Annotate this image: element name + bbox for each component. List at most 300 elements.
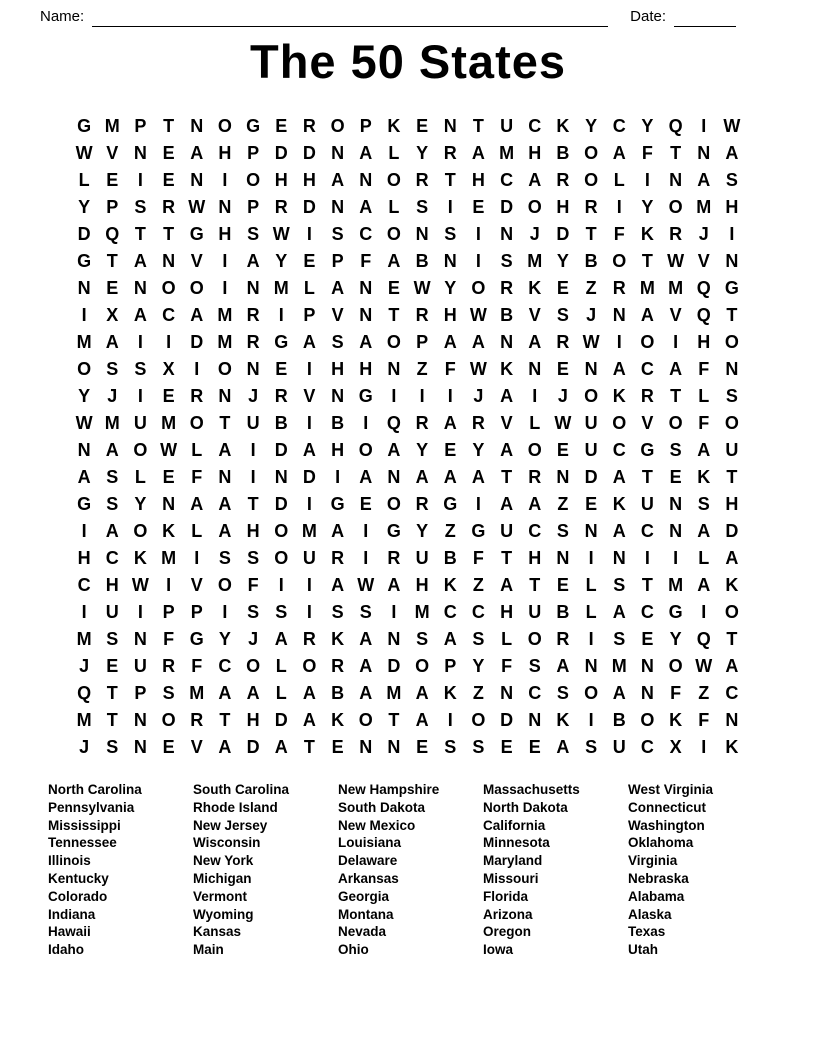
grid-cell: F	[191, 656, 203, 676]
grid-cell: S	[106, 629, 119, 649]
grid-cell: X	[669, 737, 682, 757]
grid-cell: P	[331, 251, 344, 271]
grid-cell: C	[725, 683, 739, 703]
grid-cell: D	[77, 224, 91, 244]
word-list	[0, 781, 816, 959]
grid-cell: P	[190, 602, 203, 622]
grid-cell: E	[162, 386, 175, 406]
grid-cell: A	[640, 305, 654, 325]
grid-cell: K	[133, 548, 147, 568]
grid-cell: A	[302, 683, 316, 703]
grid-cell: W	[188, 197, 206, 217]
grid-cell: W	[667, 251, 685, 271]
grid-cell: I	[306, 413, 312, 433]
grid-cell: I	[306, 494, 312, 514]
grid-cell: A	[274, 737, 288, 757]
grid-cell: A	[218, 494, 232, 514]
word-item: North Carolina	[48, 782, 142, 797]
grid-cell: Z	[444, 521, 456, 541]
grid-cell: R	[471, 413, 485, 433]
grid-cell: Y	[641, 197, 654, 217]
word-item: Alabama	[628, 888, 685, 904]
grid-cell: O	[161, 710, 176, 730]
grid-cell: L	[191, 521, 203, 541]
word-item: Montana	[338, 906, 394, 922]
grid-cell: D	[500, 197, 514, 217]
grid-cell: O	[274, 521, 289, 541]
page-title: The 50 States	[249, 35, 567, 88]
grid-cell: H	[556, 197, 570, 217]
grid-cell: Y	[218, 629, 231, 649]
word-item: Connecticut	[628, 799, 707, 815]
grid-cell: A	[331, 521, 345, 541]
grid-cell: N	[500, 332, 514, 352]
grid-cell: N	[331, 143, 345, 163]
grid-cell: A	[302, 710, 316, 730]
grid-cell: Z	[472, 575, 484, 595]
grid-cell: I	[673, 548, 679, 568]
grid-cell: W	[272, 224, 290, 244]
word-item: West Virginia	[628, 782, 714, 797]
grid-cell: E	[500, 737, 513, 757]
grid-cell: A	[443, 467, 457, 487]
word-item: Kentucky	[48, 870, 109, 886]
grid-cell: N	[387, 359, 401, 379]
grid-cell: O	[386, 170, 401, 190]
grid-cell: A	[359, 467, 373, 487]
grid-cell: J	[79, 737, 90, 757]
grid-cell: D	[274, 494, 288, 514]
grid-cell: H	[725, 494, 739, 514]
grid-cell: P	[444, 656, 457, 676]
letter-grid	[70, 113, 746, 761]
grid-cell: N	[133, 710, 147, 730]
grid-cell: T	[444, 170, 456, 190]
grid-cell: Z	[557, 494, 569, 514]
grid-cell: C	[528, 683, 542, 703]
word-item: Illinois	[48, 853, 91, 869]
grid-cell: O	[584, 143, 599, 163]
grid-cell: U	[500, 116, 514, 136]
grid-cell: R	[612, 278, 626, 298]
grid-cell: S	[106, 737, 119, 757]
grid-cell: O	[724, 332, 739, 352]
grid-cell: Y	[556, 251, 569, 271]
grid-cell: B	[274, 413, 288, 433]
grid-cell: A	[359, 332, 373, 352]
grid-cell: O	[724, 413, 739, 433]
grid-cell: D	[274, 710, 288, 730]
grid-cell: C	[443, 602, 457, 622]
grid-cell: I	[250, 440, 256, 460]
grid-cell: C	[218, 656, 232, 676]
grid-cell: N	[359, 170, 373, 190]
grid-cell: I	[475, 224, 481, 244]
grid-cell: I	[222, 602, 228, 622]
grid-cell: A	[77, 467, 91, 487]
grid-cell: O	[302, 656, 317, 676]
grid-cell: A	[612, 467, 626, 487]
grid-cell: B	[443, 548, 457, 568]
name-fill-line	[92, 14, 608, 27]
grid-cell: A	[697, 440, 711, 460]
grid-cell: Y	[669, 629, 682, 649]
grid-cell: R	[387, 548, 401, 568]
grid-cell: G	[443, 494, 458, 514]
grid-cell: K	[162, 521, 176, 541]
grid-cell: Y	[472, 656, 485, 676]
grid-cell: I	[166, 575, 172, 595]
grid-cell: E	[528, 737, 541, 757]
grid-cell: O	[189, 278, 204, 298]
grid-cell: R	[669, 224, 683, 244]
date-fill-line	[674, 14, 736, 27]
grid-cell: N	[387, 467, 401, 487]
word-item: Delaware	[338, 853, 398, 869]
header	[0, 0, 816, 25]
grid-cell: O	[584, 386, 599, 406]
grid-cell: K	[331, 629, 345, 649]
grid-cell: T	[641, 467, 653, 487]
grid-cell: N	[697, 143, 711, 163]
grid-cell: N	[331, 197, 345, 217]
grid-cell: P	[106, 197, 119, 217]
grid-cell: N	[190, 116, 204, 136]
grid-cell: W	[131, 575, 149, 595]
grid-cell: B	[331, 683, 345, 703]
grid-cell: O	[358, 440, 373, 460]
grid-cell: G	[274, 332, 289, 352]
grid-cell: C	[471, 602, 485, 622]
grid-cell: O	[217, 116, 232, 136]
grid-cell: G	[77, 116, 92, 136]
grid-cell: R	[556, 170, 570, 190]
grid-cell: N	[359, 305, 373, 325]
grid-cell: I	[222, 170, 228, 190]
grid-cell: I	[194, 548, 200, 568]
grid-cell: D	[302, 143, 316, 163]
grid-cell: A	[725, 548, 739, 568]
grid-cell: A	[528, 494, 542, 514]
grid-cell: T	[726, 629, 738, 649]
grid-cell: E	[444, 440, 457, 460]
grid-cell: I	[616, 197, 622, 217]
grid-cell: O	[358, 710, 373, 730]
grid-cell: W	[695, 656, 713, 676]
grid-cell: A	[471, 143, 485, 163]
grid-cell: U	[415, 548, 429, 568]
grid-cell: N	[133, 629, 147, 649]
grid-cell: V	[528, 305, 541, 325]
grid-cell: Q	[105, 224, 120, 244]
grid-cell: A	[697, 521, 711, 541]
grid-cell: I	[306, 602, 312, 622]
grid-cell: O	[640, 332, 655, 352]
grid-cell: U	[500, 521, 514, 541]
grid-cell: O	[77, 359, 92, 379]
grid-cell: T	[219, 413, 231, 433]
grid-cell: T	[388, 710, 400, 730]
grid-cell: L	[529, 413, 541, 433]
grid-cell: K	[443, 575, 457, 595]
grid-cell: Y	[416, 143, 429, 163]
grid-cell: L	[78, 170, 90, 190]
grid-cell: R	[274, 386, 288, 406]
word-item: Oklahoma	[628, 835, 694, 851]
word-item: Utah	[628, 942, 658, 958]
word-item: Minnesota	[483, 835, 550, 851]
grid-cell: A	[415, 710, 429, 730]
grid-cell: F	[641, 143, 653, 163]
grid-cell: I	[419, 386, 425, 406]
grid-cell: I	[616, 332, 622, 352]
grid-cell: U	[246, 413, 260, 433]
grid-cell: H	[77, 548, 91, 568]
grid-cell: O	[612, 413, 627, 433]
grid-cell: I	[588, 629, 594, 649]
grid-cell: K	[331, 710, 345, 730]
grid-cell: S	[247, 548, 260, 568]
grid-cell: N	[162, 251, 176, 271]
grid-cell: G	[246, 116, 261, 136]
grid-cell: Q	[386, 413, 401, 433]
grid-cell: K	[725, 737, 739, 757]
grid-cell: L	[698, 548, 710, 568]
grid-cell: A	[415, 467, 429, 487]
grid-cell: E	[472, 197, 485, 217]
grid-cell: O	[386, 224, 401, 244]
grid-cell: I	[166, 332, 172, 352]
grid-cell: V	[500, 413, 513, 433]
word-item: Arizona	[483, 906, 533, 922]
grid-cell: O	[584, 170, 599, 190]
grid-cell: M	[76, 332, 92, 352]
grid-cell: C	[640, 359, 654, 379]
grid-cell: I	[729, 224, 735, 244]
grid-cell: O	[133, 521, 148, 541]
grid-cell: R	[274, 197, 288, 217]
grid-cell: G	[358, 386, 373, 406]
word-item: Indiana	[48, 906, 96, 922]
grid-cell: W	[357, 575, 375, 595]
grid-cell: A	[471, 467, 485, 487]
grid-cell: N	[162, 494, 176, 514]
grid-cell: E	[556, 278, 569, 298]
grid-cell: R	[302, 629, 316, 649]
grid-cell: M	[668, 278, 684, 298]
grid-cell: N	[218, 467, 232, 487]
grid-cell: S	[331, 602, 344, 622]
grid-cell: A	[500, 440, 514, 460]
grid-cell: Y	[585, 116, 598, 136]
grid-cell: D	[387, 656, 401, 676]
word-item: Arkansas	[338, 870, 399, 886]
grid-cell: S	[725, 170, 738, 190]
grid-cell: E	[641, 629, 654, 649]
grid-cell: H	[471, 170, 485, 190]
grid-cell: R	[302, 116, 316, 136]
grid-cell: T	[726, 305, 738, 325]
grid-cell: E	[416, 116, 429, 136]
grid-cell: W	[75, 143, 93, 163]
grid-cell: F	[360, 251, 372, 271]
grid-cell: E	[162, 170, 175, 190]
grid-cell: S	[556, 521, 569, 541]
grid-cell: A	[105, 332, 119, 352]
grid-cell: T	[163, 224, 175, 244]
grid-cell: I	[194, 359, 200, 379]
grid-cell: N	[640, 656, 654, 676]
grid-cell: D	[190, 332, 204, 352]
grid-cell: G	[189, 629, 204, 649]
grid-cell: Y	[78, 197, 91, 217]
grid-cell: N	[725, 359, 739, 379]
grid-cell: N	[246, 278, 260, 298]
grid-cell: L	[698, 386, 710, 406]
grid-cell: S	[416, 197, 429, 217]
word-column	[338, 781, 483, 959]
grid-cell: D	[302, 197, 316, 217]
grid-cell: I	[335, 467, 341, 487]
word-item: Nebraska	[628, 870, 689, 886]
grid-cell: A	[105, 440, 119, 460]
grid-cell: Y	[472, 440, 485, 460]
grid-cell: F	[670, 683, 682, 703]
word-item: Texas	[628, 924, 666, 940]
word-item: South Dakota	[338, 799, 426, 815]
grid-cell: A	[190, 143, 204, 163]
grid-cell: I	[137, 332, 143, 352]
grid-cell: I	[250, 467, 256, 487]
grid-cell: S	[416, 629, 429, 649]
grid-cell: S	[134, 197, 147, 217]
grid-cell: I	[81, 521, 87, 541]
grid-cell: S	[556, 683, 569, 703]
grid-cell: Y	[134, 494, 147, 514]
grid-cell: C	[640, 602, 654, 622]
grid-cell: H	[528, 143, 542, 163]
grid-cell: L	[501, 629, 513, 649]
grid-cell: M	[273, 278, 289, 298]
grid-cell: R	[246, 332, 260, 352]
grid-cell: I	[306, 575, 312, 595]
grid-cell: P	[162, 602, 175, 622]
grid-cell: O	[612, 251, 627, 271]
grid-cell: R	[190, 710, 204, 730]
grid-cell: F	[501, 656, 513, 676]
grid-cell: S	[162, 683, 175, 703]
grid-cell: P	[359, 116, 372, 136]
grid-cell: R	[162, 197, 176, 217]
grid-cell: J	[107, 386, 118, 406]
grid-cell: K	[528, 278, 542, 298]
grid-cell: Y	[416, 440, 429, 460]
grid-cell: T	[670, 143, 682, 163]
grid-cell: S	[444, 737, 457, 757]
grid-cell: I	[475, 251, 481, 271]
grid-cell: R	[162, 656, 176, 676]
grid-cell: A	[612, 359, 626, 379]
grid-cell: R	[246, 305, 260, 325]
grid-cell: J	[248, 386, 259, 406]
grid-cell: L	[134, 467, 146, 487]
grid-cell: A	[190, 305, 204, 325]
word-item: Missouri	[483, 870, 539, 886]
grid-cell: R	[528, 467, 542, 487]
grid-cell: H	[359, 359, 373, 379]
grid-cell: H	[105, 575, 119, 595]
grid-cell: O	[386, 332, 401, 352]
grid-cell: W	[160, 440, 178, 460]
grid-cell: F	[247, 575, 259, 595]
grid-cell: I	[306, 224, 312, 244]
grid-cell: F	[698, 710, 710, 730]
grid-cell: P	[416, 332, 429, 352]
grid-cell: N	[133, 278, 147, 298]
grid-cell: K	[697, 467, 711, 487]
grid-cell: R	[415, 305, 429, 325]
grid-cell: L	[275, 656, 287, 676]
grid-cell: I	[701, 602, 707, 622]
word-item: New Hampshire	[338, 782, 440, 797]
grid-cell: J	[473, 386, 484, 406]
grid-cell: R	[415, 170, 429, 190]
grid-cell: M	[76, 629, 92, 649]
grid-cell: D	[246, 737, 260, 757]
grid-cell: S	[556, 305, 569, 325]
grid-cell: S	[106, 359, 119, 379]
grid-cell: Y	[416, 521, 429, 541]
grid-cell: C	[528, 521, 542, 541]
grid-cell: A	[612, 683, 626, 703]
grid-cell: S	[444, 224, 457, 244]
grid-cell: T	[219, 710, 231, 730]
grid-cell: R	[556, 332, 570, 352]
grid-cell: A	[528, 332, 542, 352]
grid-cell: Y	[444, 278, 457, 298]
grid-cell: N	[359, 278, 373, 298]
grid-cell: H	[218, 143, 232, 163]
grid-cell: I	[81, 602, 87, 622]
grid-cell: W	[554, 413, 572, 433]
grid-cell: R	[640, 386, 654, 406]
grid-cell: N	[359, 737, 373, 757]
grid-cell: N	[218, 386, 232, 406]
grid-cell: N	[556, 548, 570, 568]
grid-cell: R	[190, 386, 204, 406]
grid-cell: O	[133, 440, 148, 460]
grid-cell: M	[696, 197, 712, 217]
grid-cell: O	[415, 656, 430, 676]
word-item: Tennessee	[48, 835, 117, 851]
grid-cell: P	[134, 116, 147, 136]
grid-cell: G	[77, 251, 92, 271]
grid-cell: M	[217, 305, 233, 325]
grid-cell: H	[725, 197, 739, 217]
grid-cell: I	[447, 710, 453, 730]
grid-cell: U	[584, 413, 598, 433]
grid-cell: O	[527, 197, 542, 217]
grid-cell: A	[133, 251, 147, 271]
grid-cell: N	[443, 251, 457, 271]
word-column	[48, 781, 193, 959]
grid-cell: S	[275, 602, 288, 622]
grid-cell: B	[415, 251, 429, 271]
word-item: Idaho	[48, 942, 84, 958]
grid-cell: J	[698, 224, 709, 244]
grid-cell: J	[529, 224, 540, 244]
grid-cell: U	[612, 737, 626, 757]
